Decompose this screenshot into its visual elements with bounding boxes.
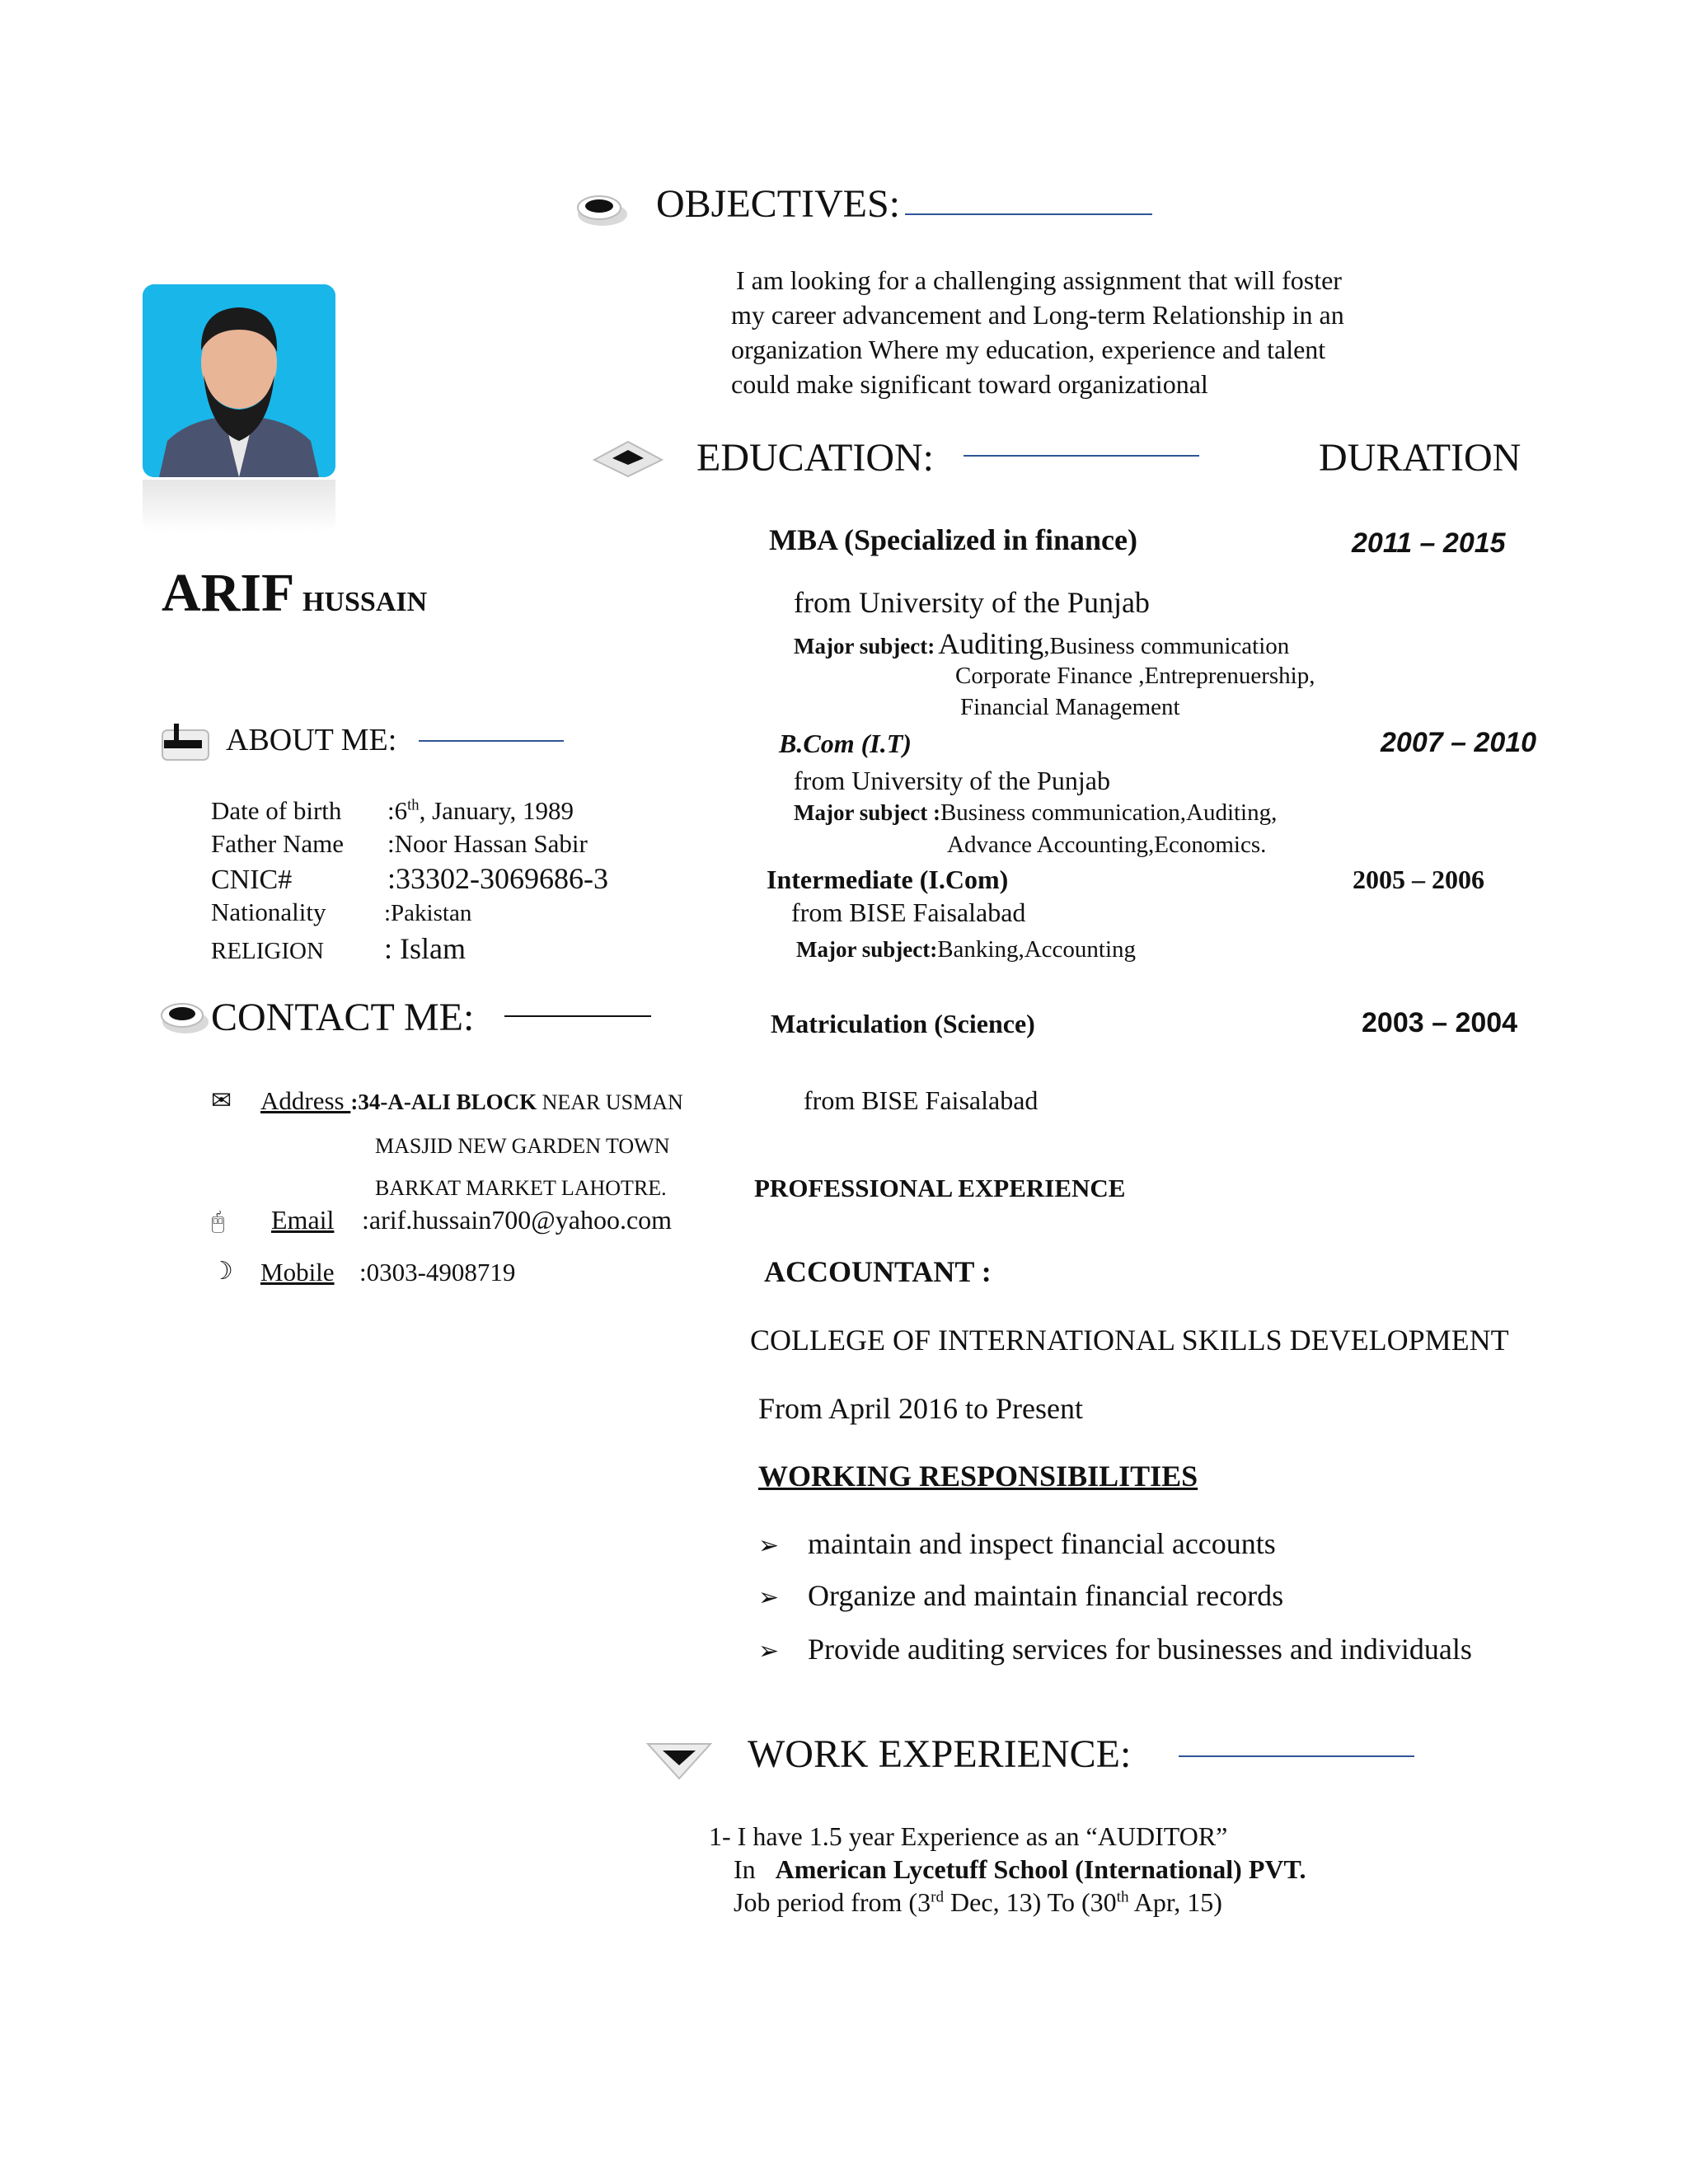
address-row	[260, 1086, 683, 1116]
cnic-row	[211, 861, 608, 896]
cnic-label: CNIC#	[211, 865, 293, 895]
diamond-bullet-icon	[591, 438, 665, 480]
father-row	[211, 829, 588, 859]
professional-heading: PROFESSIONAL EXPERIENCE	[754, 1174, 1126, 1202]
phone-icon: ☽	[211, 1257, 233, 1286]
religion-value: : Islam	[384, 932, 466, 965]
education-rule	[964, 455, 1199, 457]
duration-heading: DURATION	[1319, 436, 1522, 480]
email-row	[271, 1205, 672, 1235]
mba-subject-line-3: Financial Management	[960, 694, 1180, 720]
mba-subject-rest: ,Business communication	[1043, 633, 1290, 659]
oval-bullet-icon	[574, 191, 629, 229]
photo-reflection	[143, 480, 335, 532]
bcom-from: from University of the Punjab	[794, 766, 1110, 795]
address-line-2: MASJID NEW GARDEN TOWN	[375, 1134, 670, 1158]
contact-heading: CONTACT ME:	[211, 996, 475, 1039]
inter-years: 2005 – 2006	[1353, 865, 1484, 894]
contact-rule	[504, 1015, 651, 1017]
major-label: Major subject	[794, 800, 928, 825]
objectives-line-1: I am looking for a challenging assignment that will foster	[736, 265, 1342, 295]
dob-sup: th	[407, 796, 420, 814]
inter-subject-line-1: Banking,Accounting	[937, 936, 1137, 963]
inter-title: Intermediate (I.Com)	[767, 865, 1009, 894]
objectives-line-3: organization Where my education, experience and talent	[731, 335, 1326, 364]
nationality-value: :Pakistan	[384, 900, 472, 926]
org-name: COLLEGE OF INTERNATIONAL SKILLS DEVELOPMENT	[750, 1324, 1509, 1357]
triangle-bullet-icon	[645, 1741, 714, 1782]
work-line-2	[734, 1854, 1306, 1885]
name-last: HUSSAIN	[302, 587, 428, 617]
mba-years: 2011 – 2015	[1352, 527, 1506, 559]
major-label: Major subject	[796, 937, 931, 962]
job-period: From April 2016 to Present	[758, 1392, 1083, 1425]
religion-label: RELIGION	[211, 938, 324, 964]
address-rest: NEAR USMAN	[537, 1090, 683, 1114]
work-employer: American Lycetuff School (International) PVT.	[775, 1854, 1306, 1884]
inter-from: from BISE Faisalabad	[791, 898, 1026, 927]
matric-title: Matriculation (Science)	[771, 1009, 1035, 1038]
objectives-line-2: my career advancement and Long-term Relationship in an	[731, 300, 1344, 330]
mba-subject-line: Major subject: Auditing,Business communication	[794, 627, 1290, 660]
bcom-subject-line: Major subject :Business communication,Auditing,	[794, 799, 1278, 826]
arrow-bullet-icon: ➢	[758, 1583, 780, 1612]
mobile-row	[260, 1258, 515, 1287]
computer-bullet-icon	[159, 717, 212, 763]
address-label: Address	[260, 1086, 351, 1115]
dob-row	[211, 796, 574, 826]
name-first: ARIF	[162, 563, 295, 623]
about-rule	[419, 740, 564, 742]
objectives-line-4: could make significant toward organizational	[731, 369, 1208, 399]
arrow-bullet-icon: ➢	[758, 1637, 780, 1666]
mba-from: from University of the Punjab	[794, 586, 1150, 619]
responsibility-item: ➢ Organize and maintain financial records	[758, 1579, 1284, 1612]
role-title: ACCOUNTANT :	[764, 1255, 992, 1288]
bcom-title: B.Com (I.T)	[779, 729, 912, 758]
dob-label: Date of birth	[211, 796, 342, 825]
profile-photo	[143, 284, 335, 477]
email-label[interactable]: Email	[271, 1205, 335, 1235]
arrow-bullet-icon: ➢	[758, 1531, 780, 1560]
father-label: Father Name	[211, 829, 344, 858]
work-line-3: Job period from (3rd Dec, 13) To (30th Apr, 15)	[734, 1887, 1222, 1917]
mba-title: MBA (Specialized in finance)	[769, 523, 1137, 556]
about-heading: ABOUT ME:	[226, 723, 397, 757]
work-rule	[1179, 1755, 1414, 1757]
address-line-3: BARKAT MARKET LAHOTRE.	[375, 1176, 667, 1200]
oval-bullet-icon	[157, 999, 210, 1037]
mba-subject-line-2: Corporate Finance ,Entreprenuership,	[955, 663, 1315, 689]
objectives-rule	[905, 213, 1152, 215]
bcom-subject-line-2: Advance Accounting,Economics.	[947, 832, 1267, 858]
work-heading: WORK EXPERIENCE:	[748, 1732, 1132, 1776]
work-line-2-prefix: In	[734, 1854, 776, 1884]
bcom-years: 2007 – 2010	[1381, 727, 1537, 758]
dob-day: :6	[387, 796, 408, 825]
work-line-1: 1- I have 1.5 year Experience as an “AUDITOR”	[709, 1821, 1228, 1851]
objectives-heading: OBJECTIVES:	[656, 182, 901, 226]
matric-from: from BISE Faisalabad	[804, 1085, 1039, 1115]
major-label: Major subject	[794, 634, 928, 658]
responsibility-item: ➢ maintain and inspect financial accounts	[758, 1527, 1276, 1560]
mobile-label[interactable]: Mobile	[260, 1258, 335, 1286]
religion-row	[211, 931, 466, 966]
mobile-value[interactable]: :0303-4908719	[359, 1258, 516, 1286]
inter-subject-line: Major subject:Banking,Accounting	[796, 936, 1137, 963]
nationality-label: Nationality	[211, 898, 326, 926]
bcom-subject-line-1: Business communication,Auditing,	[940, 799, 1278, 826]
responsibilities-heading: WORKING RESPONSIBILITIES	[758, 1460, 1198, 1493]
responsibility-item: ➢ Provide auditing services for businesses and individuals	[758, 1633, 1472, 1666]
nationality-row	[211, 898, 471, 927]
mba-subject-lead: Auditing	[938, 627, 1044, 660]
address-bold: :34-A-ALI BLOCK	[350, 1090, 537, 1114]
father-value: :Noor Hassan Sabir	[387, 829, 588, 858]
mouse-icon: 🖰	[211, 1207, 225, 1235]
email-value[interactable]: :arif.hussain700@yahoo.com	[362, 1205, 673, 1235]
matric-years: 2003 – 2004	[1362, 1007, 1518, 1038]
dob-rest: , January, 1989	[419, 796, 574, 825]
envelope-icon: ✉	[211, 1086, 232, 1115]
cnic-value: :33302-3069686-3	[387, 862, 608, 895]
education-heading: EDUCATION:	[696, 436, 934, 480]
